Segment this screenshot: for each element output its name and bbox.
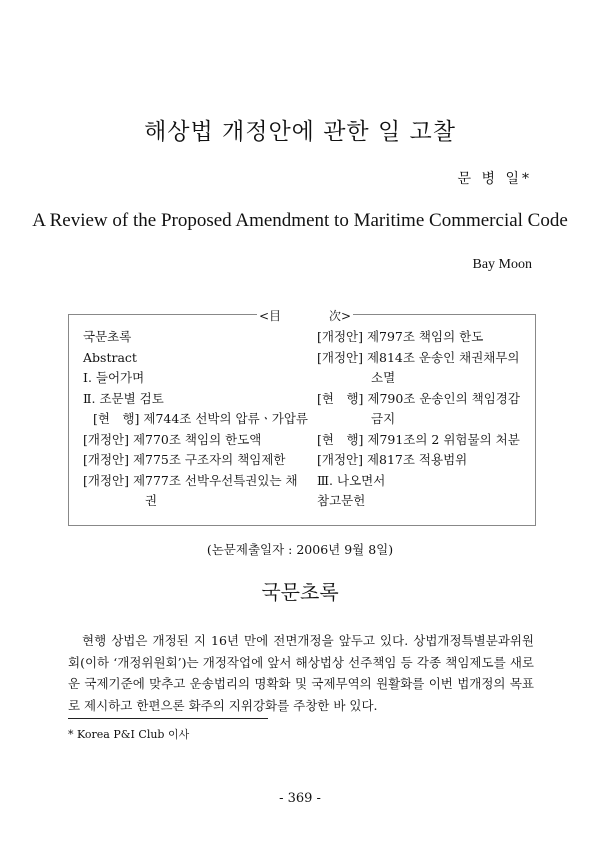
footnote-divider [68,718,268,719]
table-of-contents [68,309,536,526]
toc-right-column [317,327,527,512]
author-name-english: Bay Moon [472,257,532,272]
toc-heading-right: 次> [328,309,351,323]
toc-entry: [현 행] 제791조의 2 위험물의 처분 [317,431,520,447]
toc-entry-continuation: 권 [145,493,158,508]
abstract-body [68,630,534,716]
toc-entry: [개정안] 제814조 운송인 채권채무의 [317,349,520,365]
paper-title-english: A Review of the Proposed Amendment to Maritime Commercial Code [32,210,568,231]
abstract-paragraph: 현행 상법은 개정된 지 16년 만에 전면개정을 앞두고 있다. 상법개정특별분과위원회(이하 ‘개정위원회’)는 개정작업에 앞서 해상법상 선주책임 등 각종 책임제도를 새로운 국제기준에 맞추고 운송법리의 명확화 및 국제무역의 원활화를 이번 법개정의 목표로 제시하고 한편으론 화주의 지위강화를 주창한 바 있다. [68,633,534,713]
footnote: * Korea P&I Club 이사 [68,728,190,741]
toc-entry: [개정안] 제775조 구조자의 책임제한 [83,452,286,467]
toc-left-column [83,327,308,512]
toc-entry: [개정안] 제770조 책임의 한도액 [83,431,262,447]
toc-entry: [개정안] 제777조 선박우선특권있는 채 [83,472,298,488]
toc-entry: [개정안] 제817조 적용범위 [317,452,468,467]
toc-entry: 참고문헌 [317,493,366,508]
toc-heading [257,307,353,324]
toc-entry-continuation: 금지 [371,411,396,426]
toc-entry: [개정안] 제797조 책임의 한도 [317,329,484,344]
toc-entry: Abstract [83,349,137,365]
paper-title: 해상법 개정안에 관한 일 고찰 [144,119,456,145]
toc-entry: 국문초록 [83,329,132,344]
page-number: - 369 - [279,791,321,806]
toc-entry: Ⅱ. 조문별 검토 [83,390,164,406]
section-heading: 국문초록 [261,580,339,604]
author-name-korean: 문 병 일* [457,171,532,187]
toc-entry: Ⅲ. 나오면서 [317,472,386,488]
submission-date: (논문제출일자 : 2006년 9월 8일) [206,542,394,557]
toc-entry-continuation: 소멸 [371,370,396,385]
toc-entry: Ⅰ. 들어가며 [83,370,145,385]
toc-entry: [현 행] 제790조 운송인의 책임경감 [317,390,520,406]
toc-heading-left: <目 [259,309,282,323]
toc-entry: [현 행] 제744조 선박의 압류ㆍ가압류 [93,411,309,426]
